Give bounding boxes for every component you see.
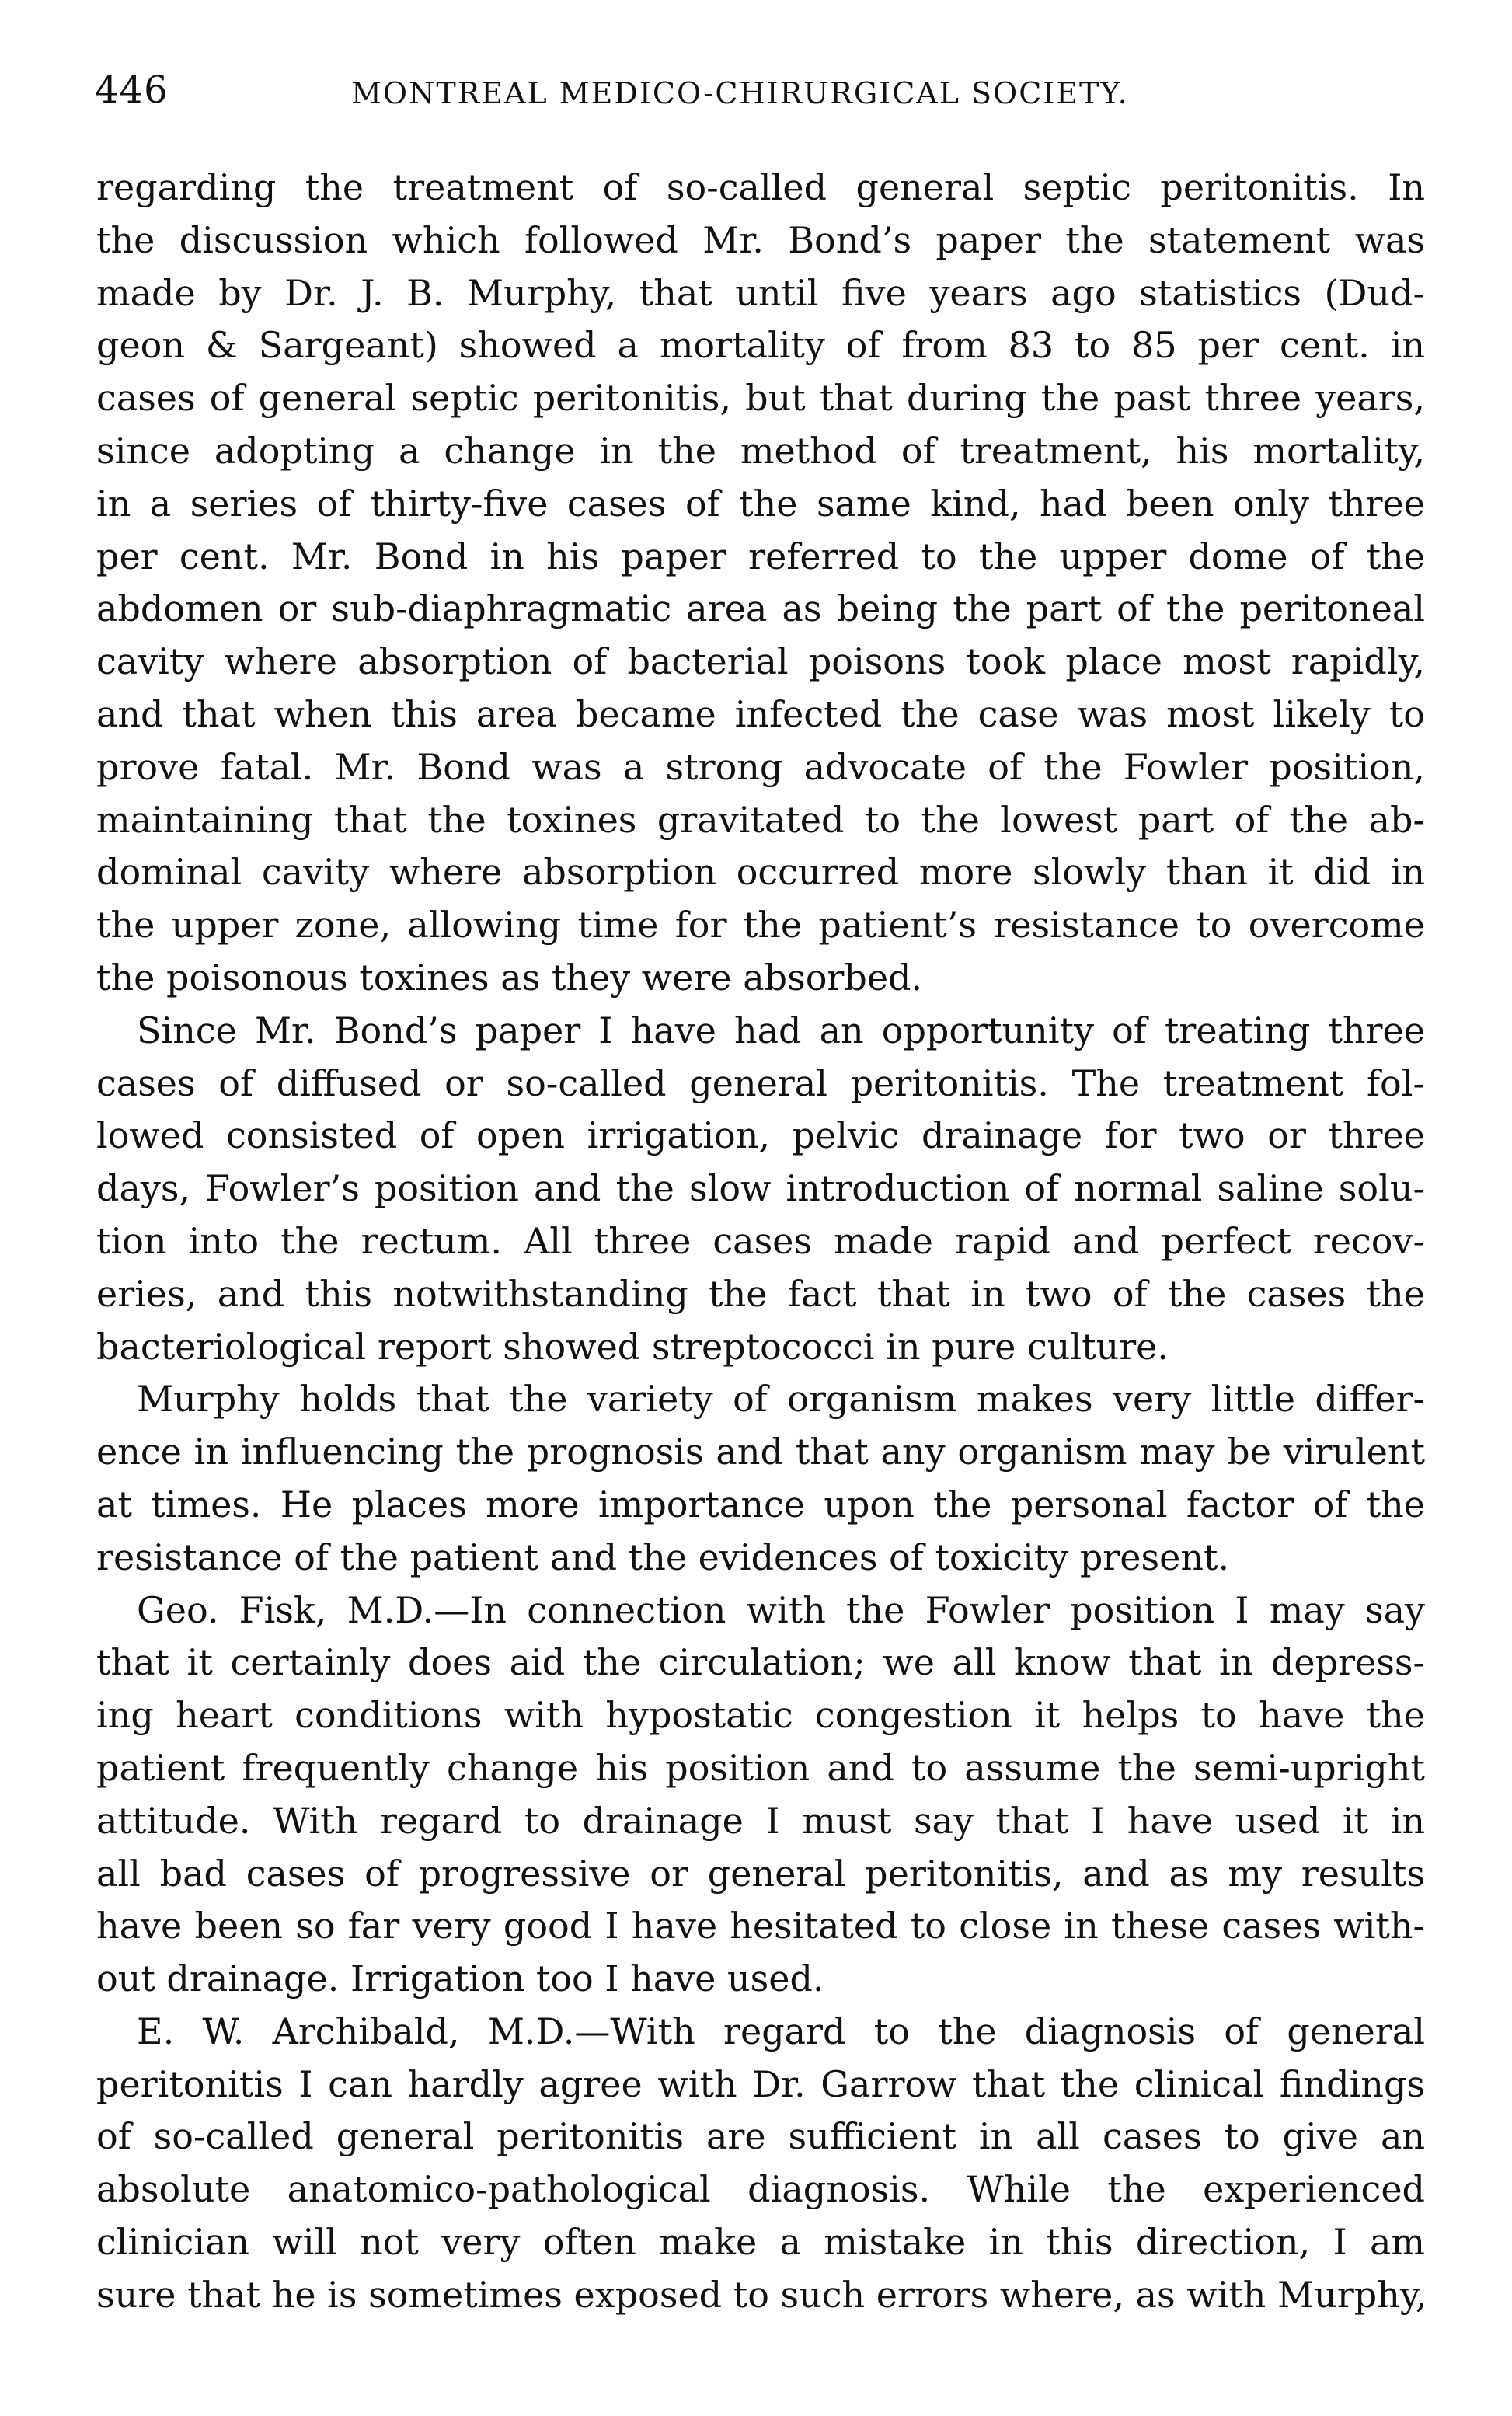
- text-line: Since Mr. Bond’s paper I have had an opportunity of treating three: [137, 1009, 1425, 1051]
- text-line: cases of diffused or so-called general peritonitis. The treatment fol-: [96, 1062, 1425, 1104]
- text-line: resistance of the patient and the evidences of toxicity present.: [96, 1536, 1230, 1578]
- text-line: in a series of thirty-five cases of the same kind, had been only three: [96, 482, 1425, 525]
- text-line: lowed consisted of open irrigation, pelvic drainage for two or three: [96, 1114, 1425, 1157]
- text-line: the upper zone, allowing time for the patient’s resistance to overcome: [96, 904, 1425, 947]
- text-line: eries, and this notwithstanding the fact that in two of the cases the: [96, 1272, 1425, 1315]
- text-line: attitude. With regard to drainage I must say that I have used it in: [96, 1799, 1425, 1842]
- text-line: maintaining that the toxines gravitated to the lowest part of the ab-: [96, 798, 1425, 841]
- text-line: the discussion which followed Mr. Bond’s paper the statement was: [96, 218, 1425, 261]
- text-line: Geo. Fisk, M.D.—In connection with the Fowler position I may say: [137, 1588, 1425, 1631]
- text-line: and that when this area became infected the case was most likely to: [96, 692, 1425, 735]
- text-line: Murphy holds that the variety of organism makes very little differ-: [137, 1378, 1425, 1421]
- body-text: [96, 162, 1425, 2322]
- text-line: E. W. Archibald, M.D.—With regard to the diagnosis of general: [137, 2010, 1425, 2052]
- text-line: per cent. Mr. Bond in his paper referred to the upper dome of the: [96, 535, 1425, 577]
- text-line: cavity where absorption of bacterial poisons took place most rapidly,: [96, 640, 1425, 683]
- text-line: patient frequently change his position and to assume the semi-upright: [96, 1746, 1425, 1789]
- text-line: of so-called general peritonitis are sufficient in all cases to give an: [96, 2115, 1425, 2158]
- text-line: geon & Sargeant) showed a mortality of from 83 to 85 per cent. in: [96, 324, 1425, 367]
- text-line: at times. He places more importance upon the personal factor of the: [96, 1483, 1425, 1525]
- text-line: have been so far very good I have hesitated to close in these cases with-: [96, 1905, 1425, 1947]
- text-line: prove fatal. Mr. Bond was a strong advocate of the Fowler position,: [96, 745, 1425, 788]
- text-line: regarding the treatment of so-called general septic peritonitis. In: [96, 166, 1425, 208]
- text-line: ing heart conditions with hypostatic congestion it helps to have the: [96, 1694, 1425, 1737]
- text-line: all bad cases of progressive or general peritonitis, and as my results: [96, 1852, 1425, 1895]
- text-line: tion into the rectum. All three cases made rapid and perfect recov-: [96, 1219, 1425, 1262]
- text-line: cases of general septic peritonitis, but that during the past three years,: [96, 377, 1425, 420]
- text-line: out drainage. Irrigation too I have used.: [96, 1958, 824, 2000]
- text-line: bacteriological report showed streptococci in pure culture.: [96, 1325, 1169, 1368]
- text-line: since adopting a change in the method of treatment, his mortality,: [96, 429, 1425, 472]
- text-line: sure that he is sometimes exposed to such errors where, as with Murphy,: [96, 2273, 1427, 2316]
- text-line: days, Fowler’s position and the slow introduction of normal saline solu-: [96, 1167, 1425, 1210]
- page-number: 446: [95, 68, 169, 112]
- running-head: [95, 67, 1416, 121]
- text-line: that it certainly does aid the circulation; we all know that in depress-: [96, 1641, 1425, 1684]
- text-line: abdomen or sub-diaphragmatic area as being the part of the peritoneal: [96, 587, 1425, 630]
- journal-title: MONTREAL MEDICO-CHIRURGICAL SOCIETY.: [351, 76, 1129, 110]
- text-line: ence in influencing the prognosis and that any organism may be virulent: [96, 1431, 1425, 1473]
- text-line: absolute anatomico-pathological diagnosis. While the experienced: [96, 2168, 1425, 2211]
- text-line: the poisonous toxines as they were absorbed.: [96, 956, 923, 999]
- text-line: made by Dr. J. B. Murphy, that until five years ago statistics (Dud-: [96, 271, 1425, 314]
- text-line: clinician will not very often make a mistake in this direction, I am: [96, 2221, 1425, 2264]
- text-line: peritonitis I can hardly agree with Dr. Garrow that the clinical findings: [96, 2062, 1425, 2105]
- text-line: dominal cavity where absorption occurred more slowly than it did in: [96, 851, 1425, 894]
